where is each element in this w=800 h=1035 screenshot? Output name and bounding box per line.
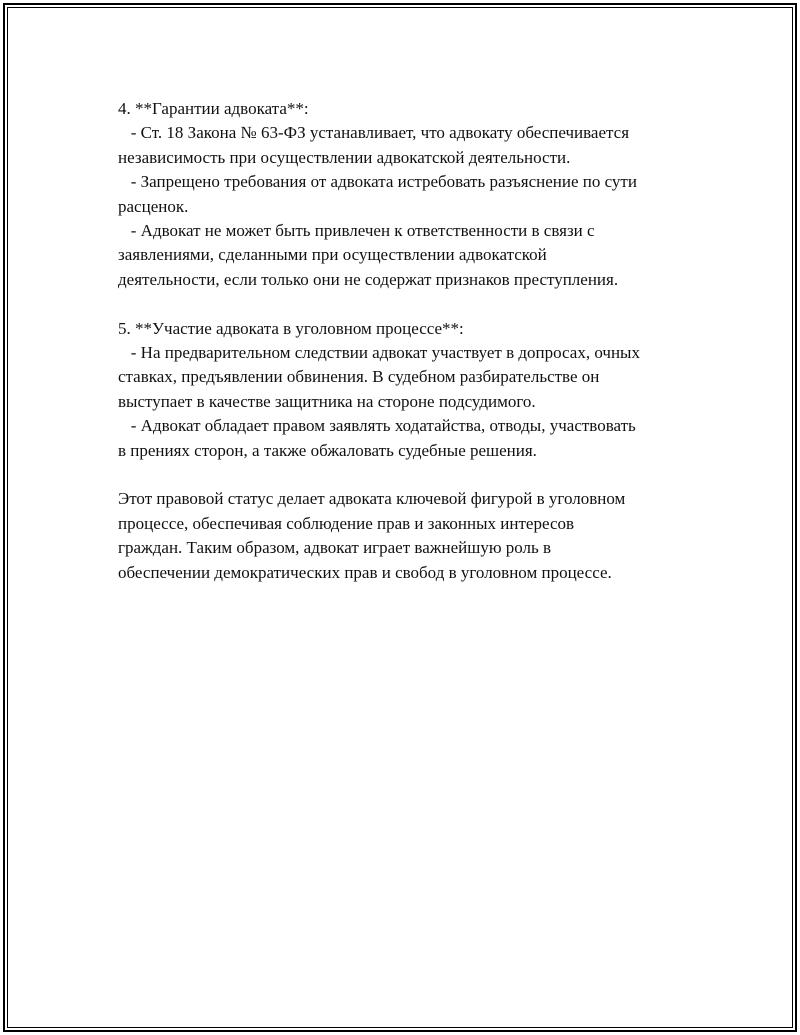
- section-4-line: расценок.: [118, 196, 189, 216]
- conclusion-line: обеспечении демократических прав и свобод в уголовном процессе.: [118, 562, 612, 582]
- section-4-line: деятельности, если только они не содержат признаков преступления.: [118, 269, 619, 289]
- section-4: [118, 97, 698, 292]
- section-5-heading: 5. **Участие адвоката в уголовном процессе**:: [118, 318, 464, 338]
- section-4-heading: 4. **Гарантии адвоката**:: [118, 99, 309, 118]
- section-5-line: в прениях сторон, а также обжаловать судебные решения.: [118, 440, 537, 460]
- section-4-line: независимость при осуществлении адвокатской деятельности.: [118, 147, 571, 167]
- section-4-line: - Ст. 18 Закона № 63-ФЗ устанавливает, что адвокату обеспечивается: [118, 123, 630, 143]
- section-4-line: заявлениями, сделанными при осуществлении адвокатской: [118, 245, 547, 265]
- conclusion-paragraph: [118, 487, 698, 585]
- section-5-line: выступает в качестве защитника на стороне подсудимого.: [118, 391, 536, 411]
- conclusion-line: Этот правовой статус делает адвоката ключевой фигурой в уголовном: [118, 489, 626, 509]
- section-5-line: - Адвокат обладает правом заявлять ходатайства, отводы, участвовать: [118, 416, 636, 436]
- section-5: [118, 317, 698, 463]
- document-body: [118, 97, 698, 585]
- section-4-line: - Запрещено требования от адвоката истребовать разъяснение по сути: [118, 172, 637, 192]
- conclusion-line: процессе, обеспечивая соблюдение прав и законных интересов: [118, 513, 575, 533]
- conclusion-line: граждан. Таким образом, адвокат играет важнейшую роль в: [118, 538, 552, 558]
- section-4-line: - Адвокат не может быть привлечен к ответственности в связи с: [118, 221, 595, 241]
- document-page: [3, 3, 797, 1032]
- section-5-line: ставках, предъявлении обвинения. В судебном разбирательстве он: [118, 367, 600, 387]
- section-5-line: - На предварительном следствии адвокат участвует в допросах, очных: [118, 343, 640, 363]
